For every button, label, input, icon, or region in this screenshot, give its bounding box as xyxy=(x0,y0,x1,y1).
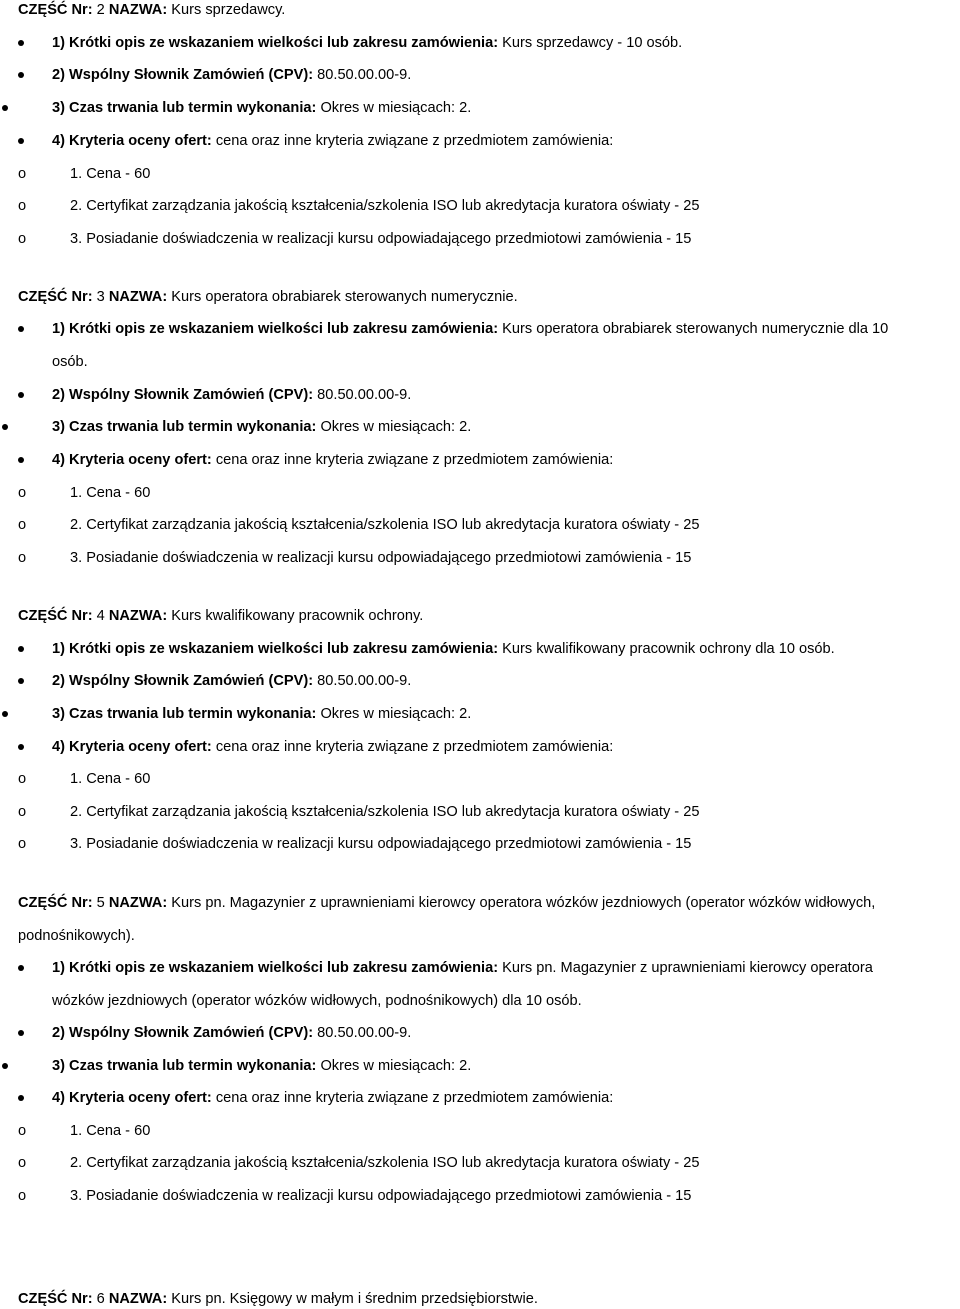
bullet-icon xyxy=(18,678,24,684)
part-5-criteria-item xyxy=(0,1088,960,1108)
part-2-header xyxy=(0,0,960,20)
part-5-cpv-item xyxy=(0,1023,960,1043)
criteria-subitem xyxy=(0,1153,960,1173)
cpv-value: 80.50.00.00-9. xyxy=(317,67,412,83)
circle-bullet-icon: o xyxy=(18,517,27,533)
part-3-header xyxy=(0,287,960,307)
criteria-text: 2. Certyfikat zarządzania jakością kształcenia/szkolenia ISO lub akredytacja kuratora oświaty - 25 xyxy=(70,804,700,820)
bullet-icon xyxy=(18,1030,24,1036)
bullet-icon xyxy=(18,744,24,750)
criteria-subitem xyxy=(0,802,960,822)
bullet-icon xyxy=(18,965,24,971)
criteria-text: 3. Posiadanie doświadczenia w realizacji kursu odpowiadającego przedmiotowi zamówienia - 15 xyxy=(70,1188,692,1204)
criteria-label: 4) Kryteria oceny ofert: xyxy=(52,133,212,149)
bullet-icon xyxy=(2,711,8,717)
criteria-text: 2. Certyfikat zarządzania jakością kształcenia/szkolenia ISO lub akredytacja kuratora oświaty - 25 xyxy=(70,198,700,214)
bullet-icon xyxy=(18,457,24,463)
circle-bullet-icon: o xyxy=(18,1188,27,1204)
name-label: NAZWA: xyxy=(108,608,168,624)
part-6-header xyxy=(0,1289,960,1309)
desc-value: Kurs pn. Magazynier z uprawnieniami kierowcy operatora xyxy=(502,960,873,976)
criteria-text: 3. Posiadanie doświadczenia w realizacji kursu odpowiadającego przedmiotowi zamówienia - 15 xyxy=(70,550,692,566)
circle-bullet-icon: o xyxy=(18,836,27,852)
criteria-label: 4) Kryteria oceny ofert: xyxy=(52,1090,212,1106)
name-label: NAZWA: xyxy=(108,289,168,305)
criteria-subitem xyxy=(0,548,960,568)
bullet-icon xyxy=(18,392,24,398)
cpv-label: 2) Wspólny Słownik Zamówień (CPV): xyxy=(52,673,314,689)
part-name: Kurs pn. Magazynier z uprawnieniami kierowcy operatora wózków jezdniowych (operator wózków widłowych, xyxy=(171,895,876,911)
circle-bullet-icon: o xyxy=(18,804,27,820)
name-label: NAZWA: xyxy=(108,895,168,911)
part-label: CZĘŚĆ Nr: xyxy=(18,895,93,911)
part-2-cpv-item xyxy=(0,65,960,85)
part-name: Kurs operatora obrabiarek sterowanych numerycznie. xyxy=(171,289,518,305)
duration-label: 3) Czas trwania lub termin wykonania: xyxy=(52,419,317,435)
criteria-text: cena oraz inne kryteria związane z przedmiotem zamówienia: xyxy=(215,133,614,149)
part-4-duration-item xyxy=(0,704,960,724)
duration-label: 3) Czas trwania lub termin wykonania: xyxy=(52,1058,317,1074)
criteria-text: 3. Posiadanie doświadczenia w realizacji kursu odpowiadającego przedmiotowi zamówienia - 15 xyxy=(70,836,692,852)
criteria-subitem xyxy=(0,164,960,184)
part-name: Kurs kwalifikowany pracownik ochrony. xyxy=(171,608,424,624)
duration-value: Okres w miesiącach: 2. xyxy=(320,100,472,116)
criteria-subitem xyxy=(0,1121,960,1141)
circle-bullet-icon: o xyxy=(18,1123,27,1139)
criteria-subitem xyxy=(0,834,960,854)
desc-label: 1) Krótki opis ze wskazaniem wielkości lub zakresu zamówienia: xyxy=(52,641,499,657)
part-5-header xyxy=(0,893,960,913)
desc-label: 1) Krótki opis ze wskazaniem wielkości lub zakresu zamówienia: xyxy=(52,321,499,337)
criteria-text: 2. Certyfikat zarządzania jakością kształcenia/szkolenia ISO lub akredytacja kuratora oświaty - 25 xyxy=(70,1155,700,1171)
duration-value: Okres w miesiącach: 2. xyxy=(320,1058,472,1074)
criteria-subitem xyxy=(0,769,960,789)
part-4-header xyxy=(0,606,960,626)
cpv-value: 80.50.00.00-9. xyxy=(317,387,412,403)
desc-value: Kurs operatora obrabiarek sterowanych numerycznie dla 10 xyxy=(502,321,889,337)
part-name-cont: podnośnikowych). xyxy=(18,928,135,944)
circle-bullet-icon: o xyxy=(18,550,27,566)
bullet-icon xyxy=(2,424,8,430)
circle-bullet-icon: o xyxy=(18,485,27,501)
part-label: CZĘŚĆ Nr: xyxy=(18,2,93,18)
cpv-label: 2) Wspólny Słownik Zamówień (CPV): xyxy=(52,1025,314,1041)
criteria-text: 1. Cena - 60 xyxy=(70,166,151,182)
part-label: CZĘŚĆ Nr: xyxy=(18,289,93,305)
criteria-subitem xyxy=(0,483,960,503)
part-number: 4 xyxy=(96,608,105,624)
cpv-value: 80.50.00.00-9. xyxy=(317,1025,412,1041)
criteria-text: 1. Cena - 60 xyxy=(70,1123,151,1139)
part-3-desc-item xyxy=(0,319,960,339)
criteria-text: 3. Posiadanie doświadczenia w realizacji kursu odpowiadającego przedmiotowi zamówienia - 15 xyxy=(70,231,692,247)
part-5-desc-continuation xyxy=(0,991,960,1011)
part-3-criteria-item xyxy=(0,450,960,470)
criteria-text: 2. Certyfikat zarządzania jakością kształcenia/szkolenia ISO lub akredytacja kuratora oświaty - 25 xyxy=(70,517,700,533)
desc-value-cont: osób. xyxy=(52,354,88,370)
part-4-desc-item xyxy=(0,639,960,659)
bullet-icon xyxy=(18,326,24,332)
duration-label: 3) Czas trwania lub termin wykonania: xyxy=(52,706,317,722)
criteria-text: cena oraz inne kryteria związane z przedmiotem zamówienia: xyxy=(215,739,614,755)
bullet-icon xyxy=(2,105,8,111)
duration-label: 3) Czas trwania lub termin wykonania: xyxy=(52,100,317,116)
criteria-subitem xyxy=(0,196,960,216)
duration-value: Okres w miesiącach: 2. xyxy=(320,706,472,722)
criteria-text: cena oraz inne kryteria związane z przedmiotem zamówienia: xyxy=(215,1090,614,1106)
duration-value: Okres w miesiącach: 2. xyxy=(320,419,472,435)
part-number: 2 xyxy=(96,2,105,18)
name-label: NAZWA: xyxy=(108,2,168,18)
bullet-icon xyxy=(18,72,24,78)
part-number: 5 xyxy=(96,895,105,911)
criteria-label: 4) Kryteria oceny ofert: xyxy=(52,739,212,755)
part-5-duration-item xyxy=(0,1056,960,1076)
criteria-subitem xyxy=(0,515,960,535)
part-3-duration-item xyxy=(0,417,960,437)
criteria-subitem xyxy=(0,229,960,249)
part-5-header-continuation xyxy=(0,926,960,946)
part-2-criteria-item xyxy=(0,131,960,151)
part-label: CZĘŚĆ Nr: xyxy=(18,608,93,624)
criteria-label: 4) Kryteria oceny ofert: xyxy=(52,452,212,468)
part-2-duration-item xyxy=(0,98,960,118)
bullet-icon xyxy=(18,138,24,144)
cpv-value: 80.50.00.00-9. xyxy=(317,673,412,689)
part-3-cpv-item xyxy=(0,385,960,405)
part-name: Kurs pn. Księgowy w małym i średnim przedsiębiorstwie. xyxy=(171,1291,538,1307)
cpv-label: 2) Wspólny Słownik Zamówień (CPV): xyxy=(52,67,314,83)
desc-value-cont: wózków jezdniowych (operator wózków widłowych, podnośnikowych) dla 10 osób. xyxy=(52,993,582,1009)
part-number: 3 xyxy=(96,289,105,305)
criteria-text: cena oraz inne kryteria związane z przedmiotem zamówienia: xyxy=(215,452,614,468)
part-2-desc-item xyxy=(0,33,960,53)
criteria-subitem xyxy=(0,1186,960,1206)
desc-value: Kurs kwalifikowany pracownik ochrony dla 10 osób. xyxy=(502,641,835,657)
part-4-cpv-item xyxy=(0,671,960,691)
circle-bullet-icon: o xyxy=(18,231,27,247)
part-number: 6 xyxy=(96,1291,105,1307)
bullet-icon xyxy=(18,40,24,46)
part-3-desc-continuation xyxy=(0,352,960,372)
bullet-icon xyxy=(18,646,24,652)
circle-bullet-icon: o xyxy=(18,1155,27,1171)
circle-bullet-icon: o xyxy=(18,198,27,214)
circle-bullet-icon: o xyxy=(18,166,27,182)
bullet-icon xyxy=(18,1095,24,1101)
cpv-label: 2) Wspólny Słownik Zamówień (CPV): xyxy=(52,387,314,403)
bullet-icon xyxy=(2,1063,8,1069)
name-label: NAZWA: xyxy=(108,1291,168,1307)
desc-value: Kurs sprzedawcy - 10 osób. xyxy=(502,35,683,51)
part-5-desc-item xyxy=(0,958,960,978)
desc-label: 1) Krótki opis ze wskazaniem wielkości lub zakresu zamówienia: xyxy=(52,960,499,976)
criteria-text: 1. Cena - 60 xyxy=(70,485,151,501)
criteria-text: 1. Cena - 60 xyxy=(70,771,151,787)
desc-label: 1) Krótki opis ze wskazaniem wielkości lub zakresu zamówienia: xyxy=(52,35,499,51)
part-4-criteria-item xyxy=(0,737,960,757)
part-name: Kurs sprzedawcy. xyxy=(171,2,286,18)
circle-bullet-icon: o xyxy=(18,771,27,787)
part-label: CZĘŚĆ Nr: xyxy=(18,1291,93,1307)
